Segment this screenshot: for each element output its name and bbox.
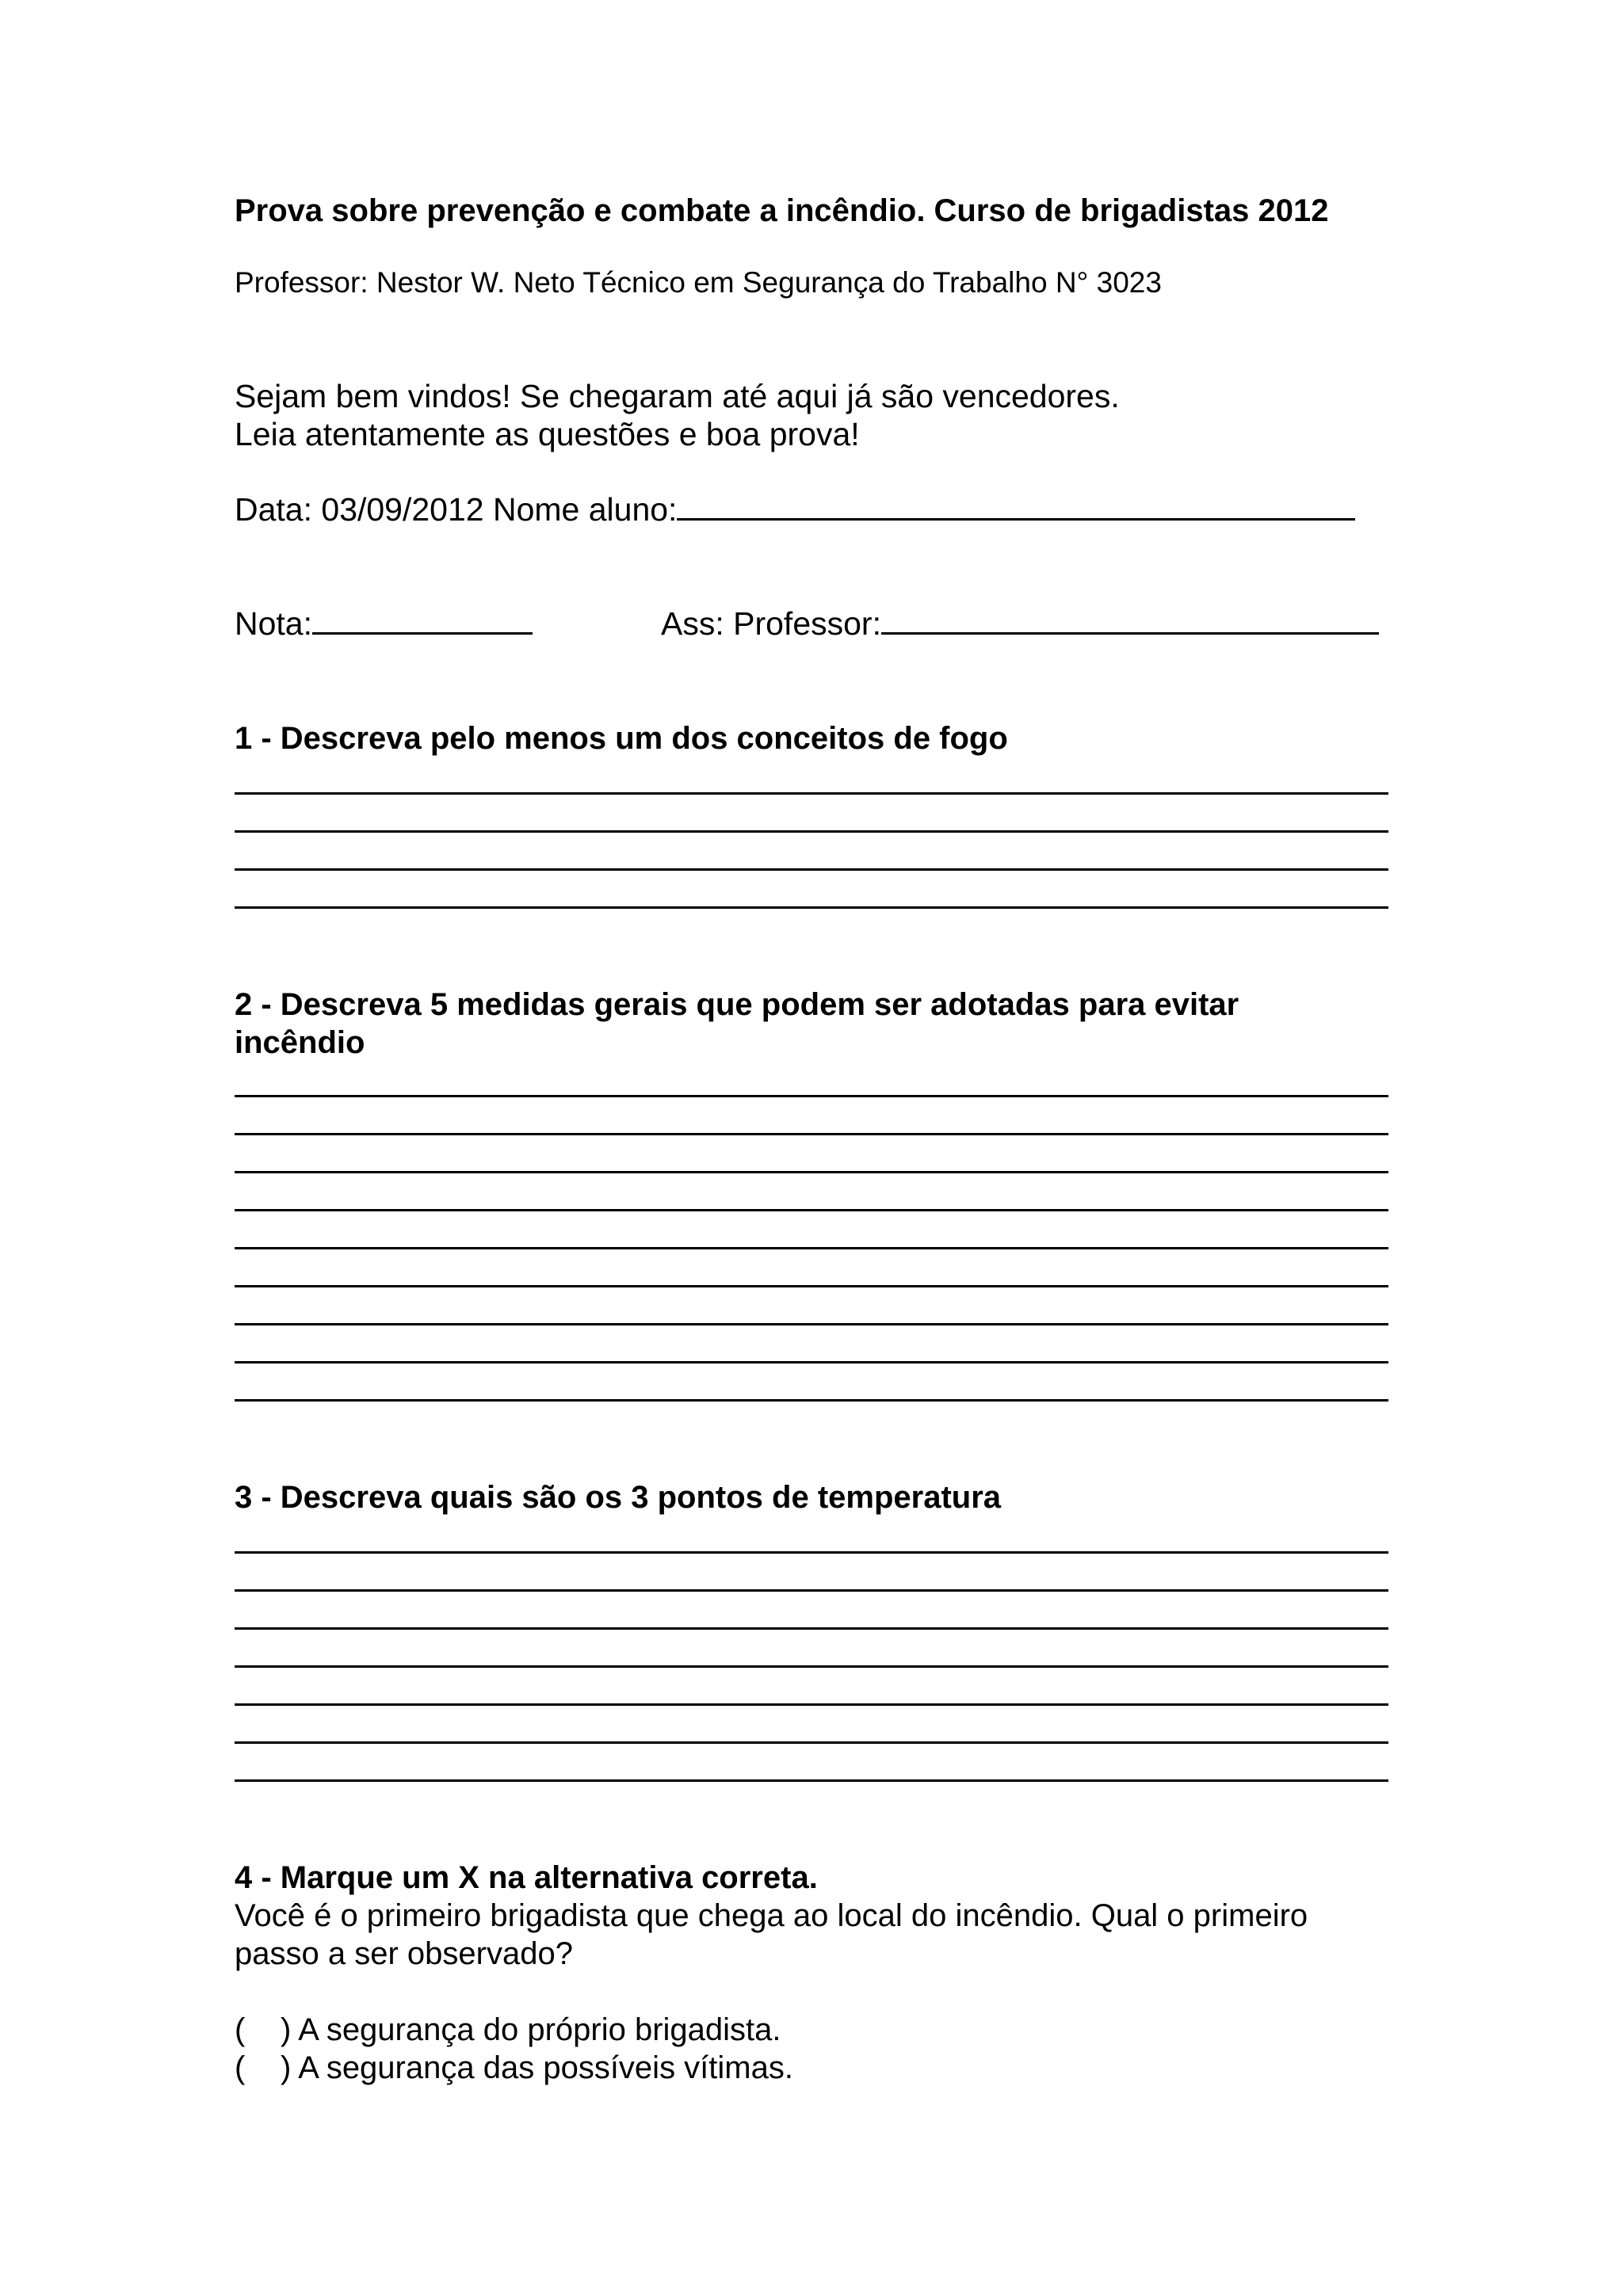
question-2-title-line-2: incêndio bbox=[235, 1025, 365, 1060]
answer-line[interactable] bbox=[235, 1399, 1388, 1402]
answer-line[interactable] bbox=[235, 1209, 1388, 1211]
answer-line[interactable] bbox=[235, 1171, 1388, 1173]
answer-line[interactable] bbox=[235, 1665, 1388, 1668]
question-4-title bbox=[235, 1859, 818, 1897]
professor-signature-line bbox=[661, 605, 1379, 643]
answer-line[interactable] bbox=[235, 1627, 1388, 1630]
answer-line[interactable] bbox=[235, 792, 1388, 795]
question-1-title-line: 1 - Descreva pelo menos um dos conceitos de fogo bbox=[235, 721, 1008, 756]
student-name-field[interactable] bbox=[677, 491, 1355, 521]
welcome-line-1: Sejam bem vindos! Se chegaram até aqui já são vencedores. bbox=[235, 378, 1120, 414]
grade-label: Nota: bbox=[235, 605, 312, 642]
option-label: ) A segurança do próprio brigadista. bbox=[281, 2012, 781, 2047]
welcome-line-2: Leia atentamente as questões e boa prova! bbox=[235, 416, 860, 452]
date-name-line bbox=[235, 491, 1355, 528]
question-1-title bbox=[235, 719, 1008, 757]
question-4-text-line-2: passo a ser observado? bbox=[235, 1936, 573, 1971]
answer-line[interactable] bbox=[235, 1741, 1388, 1744]
answer-line[interactable] bbox=[235, 1095, 1388, 1097]
option-label: ) A segurança das possíveis vítimas. bbox=[281, 2050, 793, 2085]
professor-line: Professor: Nestor W. Neto Técnico em Segurança do Trabalho N° 3023 bbox=[235, 266, 1162, 299]
answer-line[interactable] bbox=[235, 1247, 1388, 1249]
grade-line bbox=[235, 605, 533, 643]
option-checkbox[interactable]: ( bbox=[235, 2012, 246, 2047]
answer-line[interactable] bbox=[235, 1285, 1388, 1287]
question-3-title-line: 3 - Descreva quais são os 3 pontos de temperatura bbox=[235, 1480, 1002, 1515]
question-4-options bbox=[235, 2011, 793, 2087]
answer-line[interactable] bbox=[235, 906, 1388, 909]
answer-line[interactable] bbox=[235, 1589, 1388, 1592]
question-4-text bbox=[235, 1897, 1308, 1973]
option-victims-safety[interactable] bbox=[235, 2049, 793, 2087]
question-4-title-line: 4 - Marque um X na alternativa correta. bbox=[235, 1860, 818, 1895]
option-brigadist-safety[interactable] bbox=[235, 2011, 793, 2049]
answer-line[interactable] bbox=[235, 1361, 1388, 1363]
answer-line[interactable] bbox=[235, 1323, 1388, 1325]
answer-line[interactable] bbox=[235, 1551, 1388, 1554]
answer-line[interactable] bbox=[235, 868, 1388, 871]
signature-field[interactable] bbox=[881, 605, 1379, 635]
signature-label: Ass: Professor: bbox=[661, 605, 881, 642]
grade-field[interactable] bbox=[312, 605, 533, 635]
question-2-title-line-1: 2 - Descreva 5 medidas gerais que podem ser adotadas para evitar bbox=[235, 987, 1239, 1022]
question-4-text-line-1: Você é o primeiro brigadista que chega ao local do incêndio. Qual o primeiro bbox=[235, 1898, 1308, 1933]
answer-line[interactable] bbox=[235, 1703, 1388, 1706]
answer-line[interactable] bbox=[235, 1133, 1388, 1135]
exam-title: Prova sobre prevenção e combate a incêndio. Curso de brigadistas 2012 bbox=[235, 193, 1329, 228]
answer-line[interactable] bbox=[235, 1779, 1388, 1782]
answer-line[interactable] bbox=[235, 830, 1388, 833]
question-2-title bbox=[235, 986, 1239, 1062]
question-3-title bbox=[235, 1478, 1001, 1516]
option-checkbox[interactable]: ( bbox=[235, 2050, 246, 2085]
welcome-message bbox=[235, 377, 1120, 453]
date-name-label: Data: 03/09/2012 Nome aluno: bbox=[235, 491, 678, 528]
